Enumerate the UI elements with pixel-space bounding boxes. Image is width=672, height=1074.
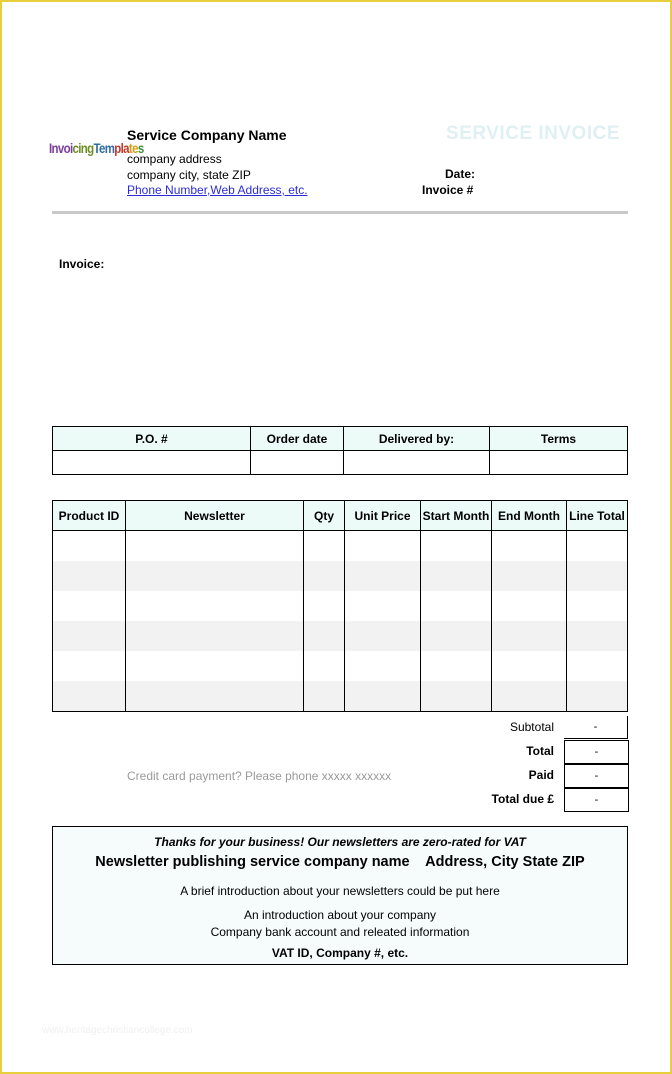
cell[interactable] <box>492 651 567 681</box>
logo-part: te <box>128 140 138 156</box>
qty-header: Qty <box>304 501 345 531</box>
terms-cell[interactable] <box>490 451 628 475</box>
end-month-header: End Month <box>492 501 567 531</box>
cell[interactable] <box>304 681 345 712</box>
cell[interactable] <box>53 531 126 562</box>
subtotal-label: Subtotal <box>509 720 554 734</box>
table-row <box>53 591 628 621</box>
cell[interactable] <box>345 591 421 621</box>
thanks-note: Thanks for your business! Our newsletters are zero-rated for VAT <box>154 835 526 849</box>
total-value: - <box>564 740 629 764</box>
cell[interactable] <box>567 561 628 591</box>
cell[interactable] <box>421 561 492 591</box>
invoice-to-label: Invoice: <box>59 257 105 271</box>
cell[interactable] <box>304 561 345 591</box>
cell[interactable] <box>345 681 421 712</box>
order-date-header: Order date <box>251 427 344 451</box>
cell[interactable] <box>421 681 492 712</box>
total-label: Total <box>526 744 554 758</box>
cell[interactable] <box>567 651 628 681</box>
newsletter-header: Newsletter <box>126 501 304 531</box>
order-date-cell[interactable] <box>251 451 344 475</box>
start-month-header: Start Month <box>421 501 492 531</box>
cell[interactable] <box>492 681 567 712</box>
product-id-header: Product ID <box>53 501 126 531</box>
cell[interactable] <box>304 651 345 681</box>
cell[interactable] <box>567 681 628 712</box>
total-due-label: Total due £ <box>491 792 554 806</box>
unit-price-header: Unit Price <box>345 501 421 531</box>
cell[interactable] <box>567 621 628 651</box>
total-due-value: - <box>564 788 629 812</box>
company-address: company address <box>127 152 222 166</box>
cell[interactable] <box>53 651 126 681</box>
cell[interactable] <box>492 621 567 651</box>
company-intro: An introduction about your company <box>243 908 437 922</box>
cell[interactable] <box>421 621 492 651</box>
cell[interactable] <box>53 621 126 651</box>
document-title: SERVICE INVOICE <box>446 123 620 144</box>
cell[interactable] <box>126 621 304 651</box>
logo-part: Invoi <box>49 140 73 156</box>
bank-info: Company bank account and releated information <box>210 925 470 939</box>
cell[interactable] <box>492 561 567 591</box>
watermark: www.heritagechristiancollege.com <box>42 1025 193 1036</box>
date-label: Date: <box>445 167 476 181</box>
cell[interactable] <box>126 651 304 681</box>
logo-part: cing <box>72 140 94 156</box>
cell[interactable] <box>304 531 345 562</box>
delivered-by-header: Delivered by: <box>344 427 490 451</box>
subtotal-value: - <box>564 716 628 739</box>
invoice-number-label: Invoice # <box>422 183 474 197</box>
cell[interactable] <box>53 681 126 712</box>
logo-part: pla <box>114 140 129 156</box>
po-cell[interactable] <box>53 451 251 475</box>
cell[interactable] <box>421 531 492 562</box>
cell[interactable] <box>345 531 421 562</box>
terms-header: Terms <box>490 427 628 451</box>
cell[interactable] <box>126 531 304 562</box>
paid-value[interactable]: - <box>564 764 629 788</box>
cell[interactable] <box>567 531 628 562</box>
credit-card-note: Credit card payment? Please phone xxxxx xxxxxx <box>127 769 392 783</box>
cell[interactable] <box>304 591 345 621</box>
cell[interactable] <box>345 621 421 651</box>
cell[interactable] <box>492 531 567 562</box>
table-row <box>53 681 628 712</box>
table-row <box>53 651 628 681</box>
po-header: P.O. # <box>53 427 251 451</box>
cell[interactable] <box>345 651 421 681</box>
cell[interactable] <box>567 591 628 621</box>
cell[interactable] <box>345 561 421 591</box>
company-city: company city, state ZIP <box>127 168 251 182</box>
cell[interactable] <box>492 591 567 621</box>
cell[interactable] <box>421 591 492 621</box>
table-row <box>53 531 628 562</box>
cell[interactable] <box>126 681 304 712</box>
company-contact-link[interactable]: Phone Number,Web Address, etc. <box>127 183 308 197</box>
logo-part: s <box>137 140 144 156</box>
footer-company-line: Newsletter publishing service company name Address, City State ZIP <box>95 854 585 870</box>
footer-box <box>52 826 628 965</box>
newsletter-intro: A brief introduction about your newsletters could be put here <box>180 884 500 898</box>
header-divider <box>52 211 628 214</box>
table-row <box>53 561 628 591</box>
company-name: Service Company Name <box>127 127 287 143</box>
cell[interactable] <box>126 561 304 591</box>
cell[interactable] <box>53 561 126 591</box>
items-table <box>52 500 628 712</box>
cell[interactable] <box>304 621 345 651</box>
po-table <box>52 426 628 475</box>
cell[interactable] <box>126 591 304 621</box>
paid-label: Paid <box>528 768 554 782</box>
line-total-header: Line Total <box>567 501 628 531</box>
logo-part: Tem <box>93 140 115 156</box>
cell[interactable] <box>53 591 126 621</box>
vat-info: VAT ID, Company #, etc. <box>271 946 409 960</box>
table-row <box>53 621 628 651</box>
delivered-by-cell[interactable] <box>344 451 490 475</box>
cell[interactable] <box>421 651 492 681</box>
